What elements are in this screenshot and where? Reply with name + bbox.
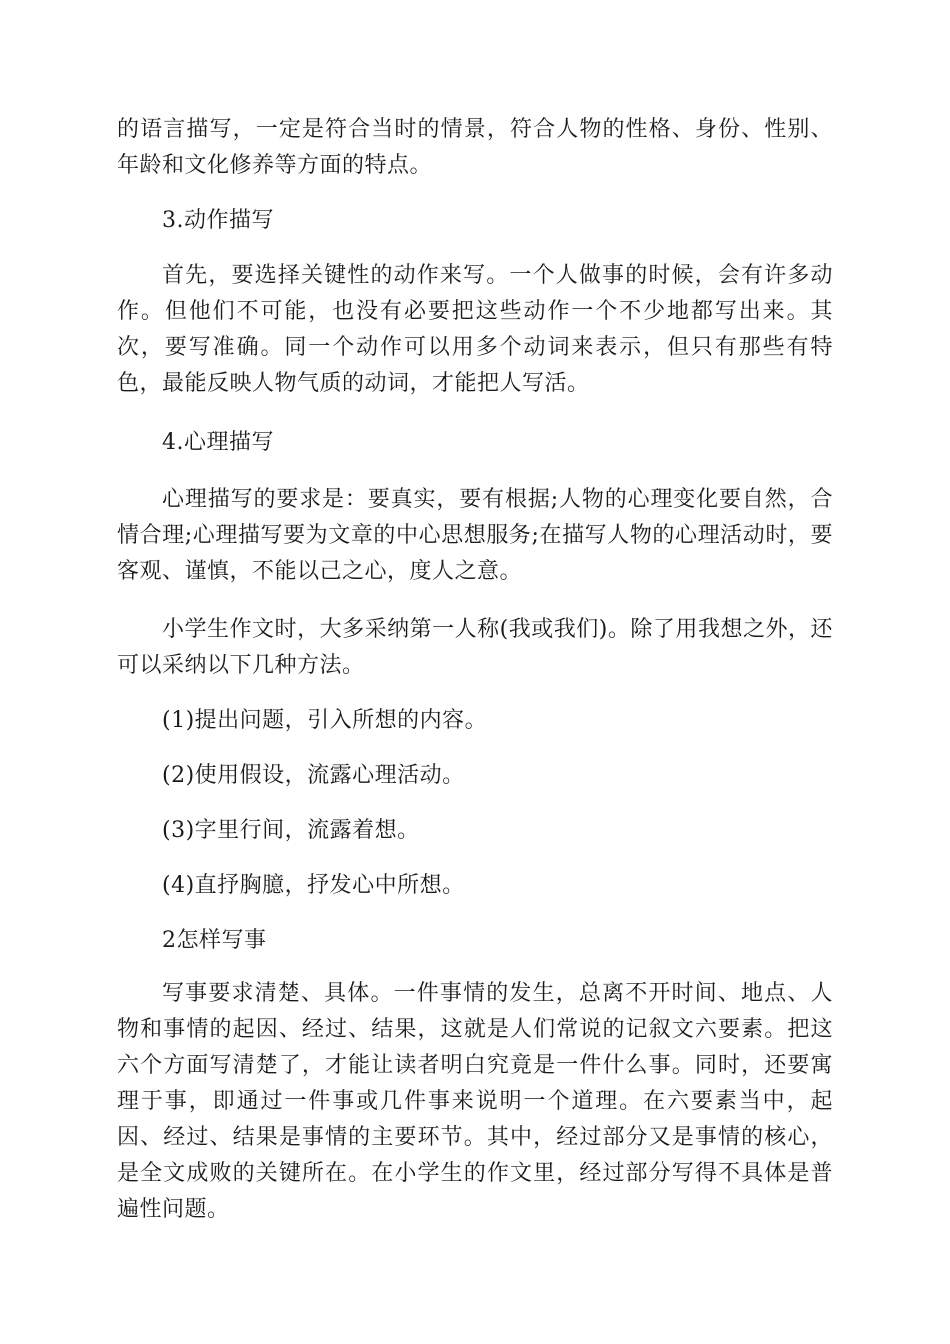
paragraph-writing-events: 写事要求清楚、具体。一件事情的发生，总离不开时间、地点、人物和事情的起因、经过、结果，这就是人们常说的记叙文六要素。把这六个方面写清楚了，才能让读者明白究竟是一件什么事。同时，还要寓理于事，即通过一件事或几件事来说明一个道理。在六要素当中，起因、经过、结果是事情的主要环节。其中，经过部分又是事情的核心，是全文成败的关键所在。在小学生的作文里，经过部分写得不具体是普遍性问题。 xyxy=(117,981,833,1222)
paragraph-language-description-continued: 的语言描写，一定是符合当时的情景，符合人物的性格、身份、性别、年龄和文化修养等方面的特点。 xyxy=(117,117,833,178)
paragraph-psychological-requirements: 心理描写的要求是：要真实，要有根据;人物的心理变化要自然，合情合理;心理描写要为文章的中心思想服务;在描写人物的心理活动时，要客观、谨慎，不能以己之心，度人之意。 xyxy=(117,487,833,584)
list-item-method-1: (1)提出问题，引入所想的内容。 xyxy=(162,708,488,733)
paragraph-first-person-methods: 小学生作文时，大多采纳第一人称(我或我们)。除了用我想之外，还可以采纳以下几种方法。 xyxy=(117,617,833,678)
list-item-method-3: (3)字里行间，流露着想。 xyxy=(162,818,420,843)
heading-action-description: 3.动作描写 xyxy=(162,208,274,233)
list-item-method-4: (4)直抒胸臆，抒发心中所想。 xyxy=(162,873,465,898)
list-item-method-2: (2)使用假设，流露心理活动。 xyxy=(162,763,465,788)
heading-how-to-write-events: 2怎样写事 xyxy=(162,928,267,953)
heading-psychological-description: 4.心理描写 xyxy=(162,430,274,455)
paragraph-action-description: 首先，要选择关键性的动作来写。一个人做事的时候，会有许多动作。但他们不可能，也没有必要把这些动作一个不少地都写出来。其次，要写准确。同一个动作可以用多个动词来表示，但只有那些有特色，最能反映人物气质的动词，才能把人写活。 xyxy=(117,263,833,396)
